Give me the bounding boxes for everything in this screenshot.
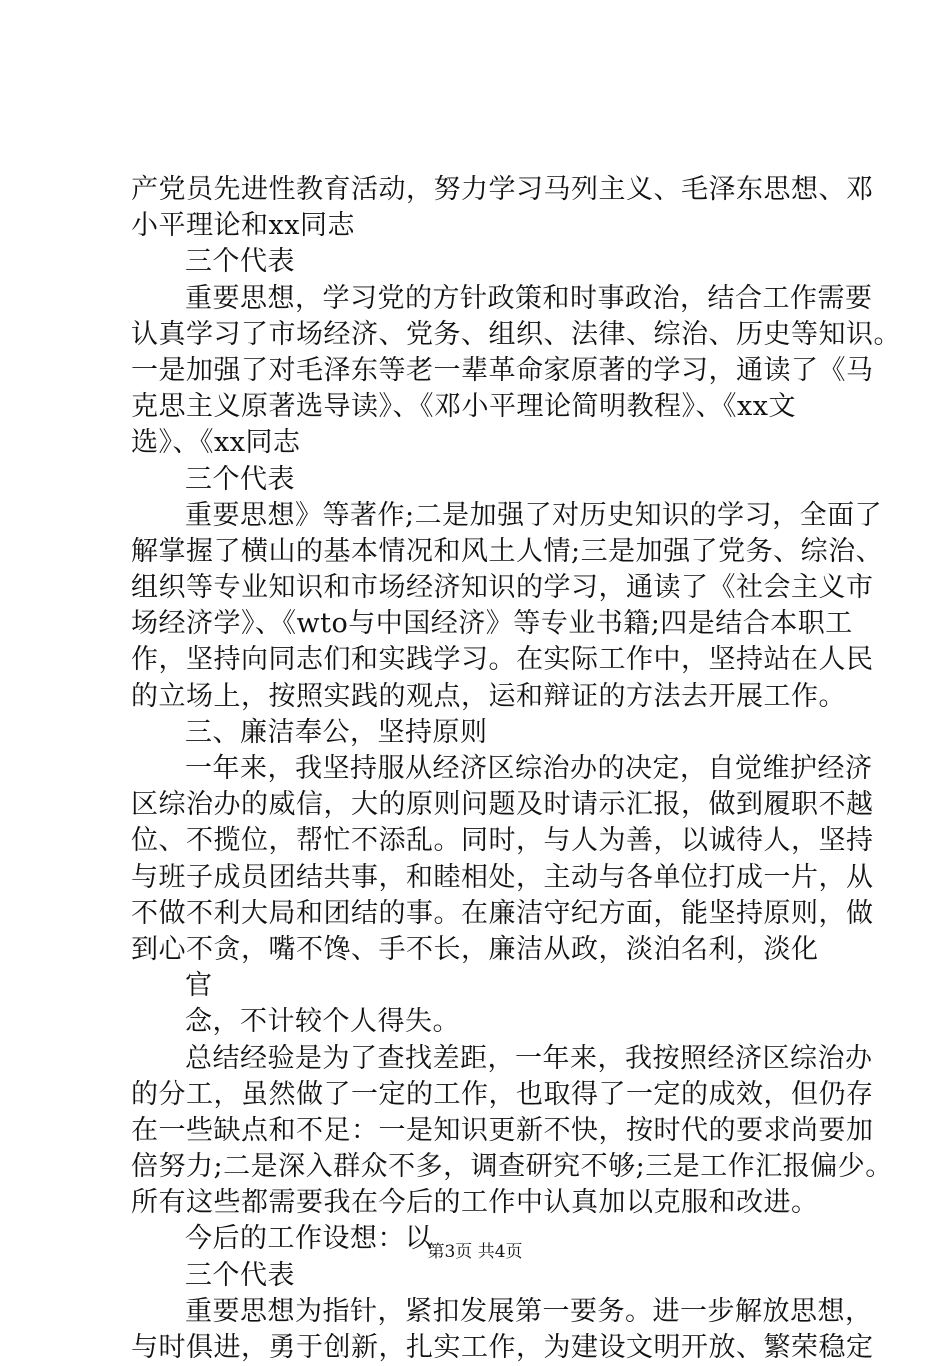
page-number-label: 第3页 共4页 bbox=[427, 1242, 523, 1262]
text-line: 重要思想为指针，紧扣发展第一要务。进一步解放思想， bbox=[185, 1295, 873, 1327]
text-line: 到心不贪，嘴不馋、手不长，廉洁从政，淡泊名利，淡化 bbox=[131, 933, 819, 965]
text-line: 解掌握了横山的基本情况和风土人情;三是加强了党务、综治、 bbox=[131, 535, 884, 567]
text-line: 与班子成员团结共事，和睦相处，主动与各单位打成一片，从 bbox=[131, 861, 874, 893]
text-line: 三个代表 bbox=[185, 1259, 295, 1291]
document-body bbox=[131, 172, 901, 1366]
text-line: 官 bbox=[185, 970, 213, 1002]
page-footer bbox=[0, 1240, 950, 1264]
text-line: 组织等专业知识和市场经济知识的学习，通读了《社会主义市 bbox=[131, 572, 874, 604]
text-line: 不做不利大局和团结的事。在廉洁守纪方面，能坚持原则，做 bbox=[131, 897, 874, 929]
text-line: 的立场上，按照实践的观点，运和辩证的方法去开展工作。 bbox=[131, 680, 846, 712]
text-line: 今后的工作设想：以 bbox=[185, 1223, 433, 1255]
text-line: 产党员先进性教育活动，努力学习马列主义、毛泽东思想、邓 bbox=[131, 174, 874, 205]
text-line: 所有这些都需要我在今后的工作中认真加以克服和改进。 bbox=[131, 1187, 819, 1219]
text-line: 三、廉洁奉公，坚持原则 bbox=[185, 716, 488, 748]
text-line: 克思主义原著选导读》、《邓小平理论简明教程》、《xx文 bbox=[131, 391, 796, 423]
text-line: 一是加强了对毛泽东等老一辈革命家原著的学习，通读了《马 bbox=[131, 354, 874, 386]
text-line: 与时俱进，勇于创新，扎实工作，为建设文明开放、繁荣稳定 bbox=[131, 1332, 874, 1363]
text-line: 选》、《xx同志 bbox=[131, 427, 301, 459]
text-line: 位、不揽位，帮忙不添乱。同时，与人为善，以诚待人，坚持 bbox=[131, 825, 874, 857]
text-line: 小平理论和xx同志 bbox=[131, 210, 355, 242]
text-line: 三个代表 bbox=[185, 463, 295, 495]
text-line: 重要思想，学习党的方针政策和时事政治，结合工作需要 bbox=[185, 282, 873, 314]
text-line: 区综治办的威信，大的原则问题及时请示汇报，做到履职不越 bbox=[131, 789, 874, 821]
text-line: 场经济学》、《wto与中国经济》等专业书籍;四是结合本职工 bbox=[131, 608, 853, 640]
text-line: 在一些缺点和不足：一是知识更新不快，按时代的要求尚要加 bbox=[131, 1114, 874, 1146]
text-line: 倍努力;二是深入群众不多，调查研究不够;三是工作汇报偏少。 bbox=[131, 1151, 893, 1183]
text-line: 念，不计较个人得失。 bbox=[185, 1006, 460, 1038]
text-line: 重要思想》等著作;二是加强了对历史知识的学习，全面了 bbox=[185, 499, 883, 531]
text-line: 认真学习了市场经济、党务、组织、法律、综治、历史等知识。 bbox=[131, 318, 901, 350]
text-line: 作，坚持向同志们和实践学习。在实际工作中，坚持站在人民 bbox=[131, 644, 874, 676]
text-line: 三个代表 bbox=[185, 246, 295, 278]
text-line: 的分工，虽然做了一定的工作，也取得了一定的成效，但仍存 bbox=[131, 1078, 874, 1110]
text-line: 一年来，我坚持服从经济区综治办的决定，自觉维护经济 bbox=[185, 753, 873, 784]
text-line: 总结经验是为了查找差距，一年来，我按照经济区综治办 bbox=[185, 1042, 873, 1074]
